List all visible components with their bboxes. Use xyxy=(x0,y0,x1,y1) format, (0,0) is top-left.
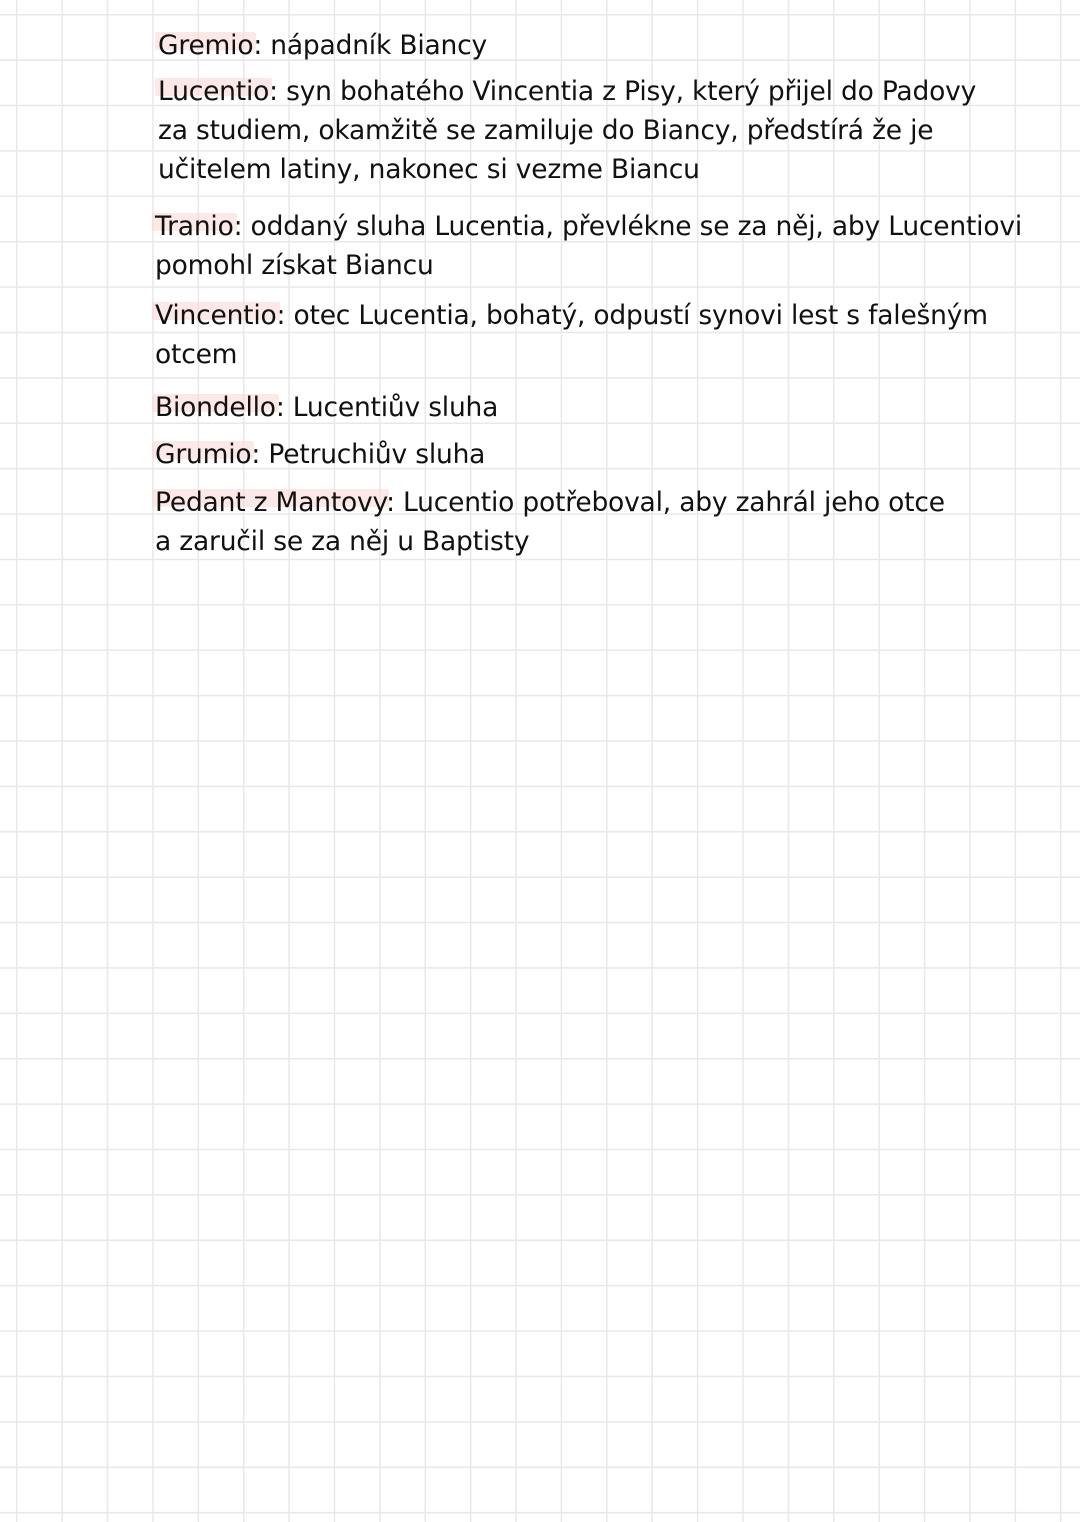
character-name: Biondello xyxy=(155,392,276,423)
note-entry-lucentio xyxy=(158,72,976,189)
character-name: Gremio xyxy=(158,30,254,61)
note-entry-pedant xyxy=(155,483,945,561)
note-line: učitelem latiny, nakonec si vezme Biancu xyxy=(158,154,700,185)
character-name: Grumio xyxy=(155,439,252,470)
character-description: : Lucentiův sluha xyxy=(275,392,499,423)
note-entry-tranio xyxy=(155,207,1022,285)
note-line: za studiem, okamžitě se zamiluje do Biancy, předstírá že je xyxy=(158,115,934,146)
character-description: : Petruchiův sluha xyxy=(251,439,486,470)
note-line: pomohl získat Biancu xyxy=(155,250,434,281)
character-name: Tranio xyxy=(155,211,234,242)
note-line xyxy=(155,483,945,522)
note-line xyxy=(155,388,498,427)
character-description: : syn bohatého Vincentia z Pisy, který přijel do Padovy xyxy=(269,76,977,107)
note-line: a zaručil se za něj u Baptisty xyxy=(155,526,530,557)
character-description: : nápadník Biancy xyxy=(253,30,487,61)
note-line xyxy=(155,435,485,474)
character-name: Lucentio xyxy=(158,76,270,107)
note-entry-vincentio xyxy=(155,296,988,374)
character-description: : oddaný sluha Lucentia, převlékne se za něj, aby Lucentiovi xyxy=(233,211,1022,242)
character-name: Vincentio xyxy=(155,300,277,331)
note-line xyxy=(155,296,988,335)
note-line: otcem xyxy=(155,339,238,370)
note-entry-grumio xyxy=(155,435,485,474)
note-line xyxy=(158,72,976,111)
note-line xyxy=(155,207,1022,246)
note-entry-gremio xyxy=(158,26,487,65)
character-description: : otec Lucentia, bohatý, odpustí synovi lest s falešným xyxy=(276,300,988,331)
note-line xyxy=(158,26,487,65)
character-name: Pedant z Mantovy xyxy=(155,487,387,518)
note-entry-biondello xyxy=(155,388,498,427)
character-description: : Lucentio potřeboval, aby zahrál jeho otce xyxy=(386,487,945,518)
